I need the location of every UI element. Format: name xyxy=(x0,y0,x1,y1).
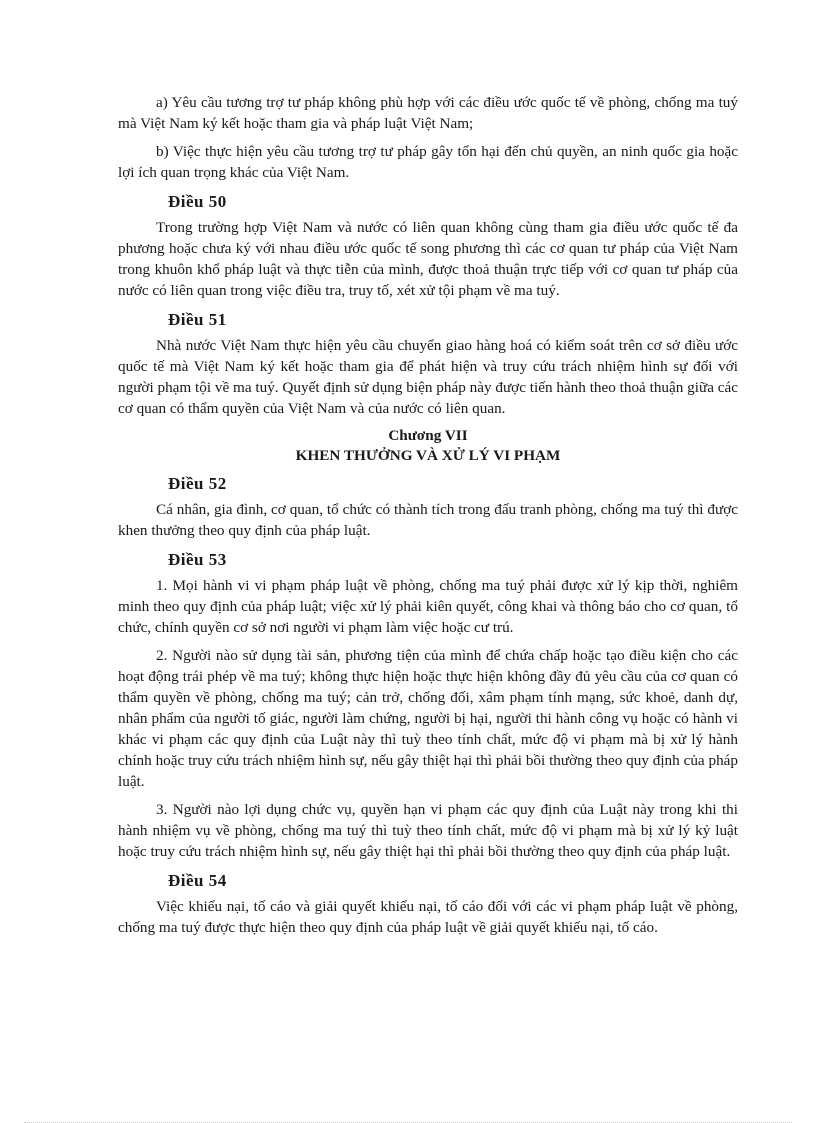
paragraph: a) Yêu cầu tương trợ tư pháp không phù hợp với các điều ước quốc tế về phòng, chống ma tuý mà Việt Nam ký kết hoặc tham gia và pháp luật Việt Nam; xyxy=(118,94,738,132)
chapter-title: KHEN THƯỞNG VÀ XỬ LÝ VI PHẠM xyxy=(295,447,561,464)
article-heading: Điều 50 xyxy=(168,192,227,211)
paragraph: 2. Người nào sử dụng tài sản, phương tiện của mình để chứa chấp hoặc tạo điều kiện cho các hoạt động trái phép về ma tuý; không thực hiện hoặc thực hiện không đầy đủ yêu cầu của cơ quan có thẩm quyền về phòng, chống ma tuý; cản trở, chống đối, xâm phạm tính mạng, sức khoẻ, danh dự, nhân phẩm của người tố giác, người làm chứng, người bị hại, người thi hành công vụ hoặc có hành vi khác vi phạm các quy định của Luật này thì tuỳ theo tính chất, mức độ vi phạm mà bị xử lý hành chính hoặc truy cứu trách nhiệm hình sự, nếu gây thiệt hại thì phải bồi thường theo quy định của pháp luật. xyxy=(118,647,738,790)
article-heading: Điều 53 xyxy=(168,550,227,569)
article-heading: Điều 52 xyxy=(168,474,227,493)
paragraph: Cá nhân, gia đình, cơ quan, tổ chức có thành tích trong đấu tranh phòng, chống ma tuý thì được khen thưởng theo quy định của pháp luật. xyxy=(118,501,738,539)
chapter-heading xyxy=(118,426,738,466)
paragraph: Nhà nước Việt Nam thực hiện yêu cầu chuyển giao hàng hoá có kiểm soát trên cơ sở điều ước quốc tế mà Việt Nam ký kết hoặc tham gia để phát hiện và truy cứu trách nhiệm hình sự đối với người phạm tội về ma tuý. Quyết định sử dụng biện pháp này được tiến hành theo thoả thuận giữa các cơ quan có thẩm quyền của Việt Nam và của nước có liên quan. xyxy=(118,337,738,417)
article-heading: Điều 54 xyxy=(168,871,227,890)
paragraph: b) Việc thực hiện yêu cầu tương trợ tư pháp gây tổn hại đến chủ quyền, an ninh quốc gia hoặc lợi ích quan trọng khác của Việt Nam. xyxy=(118,143,738,181)
chapter-number: Chương VII xyxy=(388,427,468,444)
paragraph: 3. Người nào lợi dụng chức vụ, quyền hạn vi phạm các quy định của Luật này trong khi thi hành nhiệm vụ về phòng, chống ma tuý thì tuỳ theo tính chất, mức độ vi phạm mà bị xử lý kỷ luật hoặc truy cứu trách nhiệm hình sự, nếu gây thiệt hại thì phải bồi thường theo quy định của pháp luật. xyxy=(118,801,738,860)
article-heading: Điều 51 xyxy=(168,310,227,329)
document-page xyxy=(118,92,738,945)
paragraph: Trong trường hợp Việt Nam và nước có liên quan không cùng tham gia điều ước quốc tế đa phương hoặc chưa ký với nhau điều ước quốc tế song phương thì các cơ quan tư pháp của Việt Nam trong khuôn khổ pháp luật và thực tiễn của mình, được thoả thuận trực tiếp với cơ quan tư pháp của nước có liên quan trong việc điều tra, truy tố, xét xử tội phạm về ma tuý. xyxy=(118,219,738,299)
paragraph: Việc khiếu nại, tố cáo và giải quyết khiếu nại, tố cáo đối với các vi phạm pháp luật về phòng, chống ma tuý được thực hiện theo quy định của pháp luật về giải quyết khiếu nại, tố cáo. xyxy=(118,898,738,936)
paragraph: 1. Mọi hành vi vi phạm pháp luật về phòng, chống ma tuý phải được xử lý kịp thời, nghiêm minh theo quy định của pháp luật; việc xử lý phải kiên quyết, công khai và thông báo cho cơ quan, tổ chức, chính quyền cơ sở nơi người vi phạm làm việc hoặc cư trú. xyxy=(118,577,738,636)
